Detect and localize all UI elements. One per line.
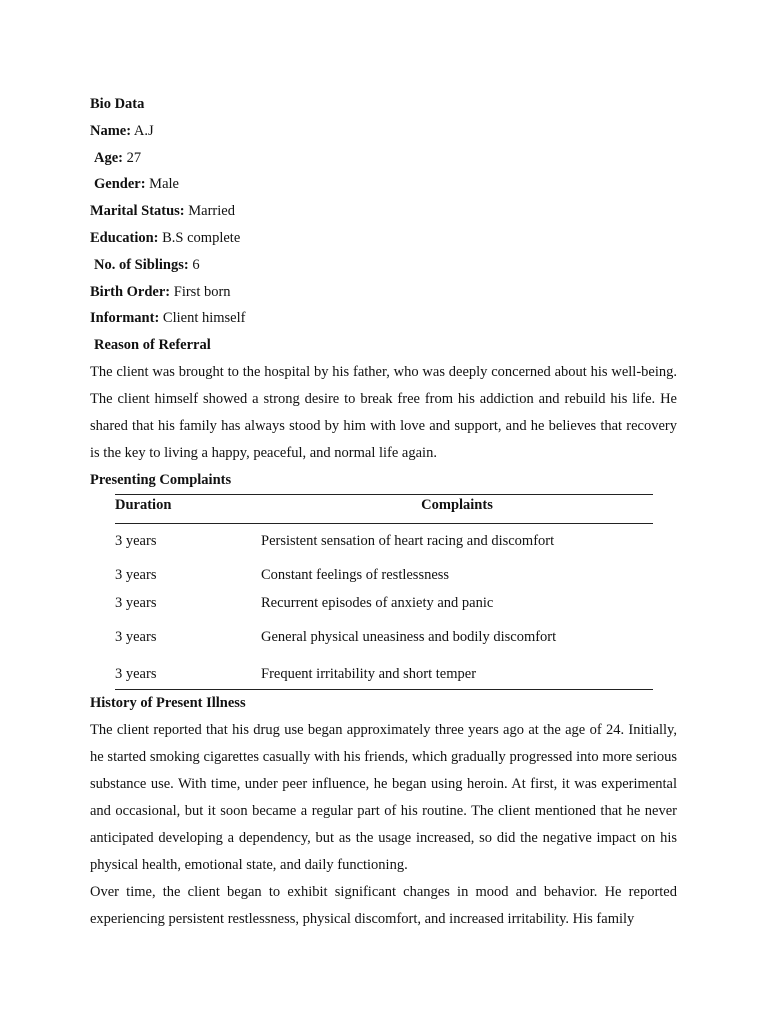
complaints-table [115, 494, 653, 690]
reason-of-referral-heading: Reason of Referral [94, 337, 211, 354]
field-value: 6 [192, 256, 200, 273]
table-row [115, 659, 653, 690]
field-label: Informant: [90, 310, 160, 327]
field-age [90, 145, 677, 172]
field-value: B.S complete [162, 229, 241, 246]
bio-data-heading: Bio Data [90, 96, 145, 112]
field-label: Marital Status: [90, 203, 185, 220]
field-value: Client himself [162, 310, 246, 327]
field-value: Married [188, 203, 235, 220]
duration-cell: 3 years [115, 567, 157, 584]
field-value: A.J [133, 122, 154, 139]
reason-of-referral-text: The client was brought to the hospital by his father, who was deeply concerned about his well-being. The client himself showed a strong desire to break free from his addiction and rebuild his life. He shared that his family has always stood by him with love and support, and he believes that recovery is the key to living a happy, peaceful, and normal life again. [90, 364, 677, 462]
history-paragraph-1: The client reported that his drug use began approximately three years ago at the age of 24. Initially, he started smoking cigarettes casually with his friends, which gradually progressed into more serious substance use. With time, under peer influence, he began using heroin. At first, it was experimental and occasional, but it soon became a regular part of his routine. The client mentioned that he never anticipated developing a dependency, but as the usage increased, so did the negative impact on his physical health, emotional state, and daily functioning. [90, 722, 677, 874]
complaint-cell: Persistent sensation of heart racing and discomfort [261, 533, 555, 550]
field-value: Male [149, 176, 179, 193]
field-label: Education: [90, 229, 159, 246]
complaint-cell: General physical uneasiness and bodily discomfort [261, 628, 557, 645]
duration-cell: 3 years [115, 628, 157, 645]
field-label: Age: [94, 149, 123, 166]
table-row [115, 524, 653, 560]
history-heading: History of Present Illness [90, 695, 246, 712]
table-header-row [115, 495, 653, 524]
field-birth-order [90, 279, 677, 306]
duration-cell: 3 years [115, 533, 157, 550]
duration-cell: 3 years [115, 595, 157, 612]
field-label: Name: [90, 122, 132, 139]
table-row [115, 559, 653, 592]
column-header-complaints: Complaints [261, 495, 653, 524]
table-row [115, 615, 653, 659]
field-value: First born [173, 283, 231, 300]
field-education [90, 225, 677, 252]
complaint-cell: Frequent irritability and short temper [261, 665, 477, 682]
field-informant [90, 305, 677, 332]
complaint-cell: Recurrent episodes of anxiety and panic [261, 595, 494, 612]
field-label: Gender: [94, 176, 146, 193]
duration-cell: 3 years [115, 665, 157, 682]
field-siblings [90, 252, 677, 279]
field-value: 27 [126, 149, 142, 166]
field-label: Birth Order: [90, 283, 171, 300]
field-label: No. of Siblings: [94, 256, 189, 273]
field-gender [90, 171, 677, 198]
field-marital-status [90, 198, 677, 225]
column-header-duration: Duration [115, 495, 261, 524]
document-page [90, 91, 677, 933]
field-name [90, 118, 677, 145]
complaint-cell: Constant feelings of restlessness [261, 567, 450, 584]
presenting-complaints-heading: Presenting Complaints [90, 472, 232, 489]
history-paragraph-2: Over time, the client began to exhibit significant changes in mood and behavior. He reported experiencing persistent restlessness, physical discomfort, and increased irritability. His family [90, 884, 677, 928]
table-row [115, 592, 653, 615]
